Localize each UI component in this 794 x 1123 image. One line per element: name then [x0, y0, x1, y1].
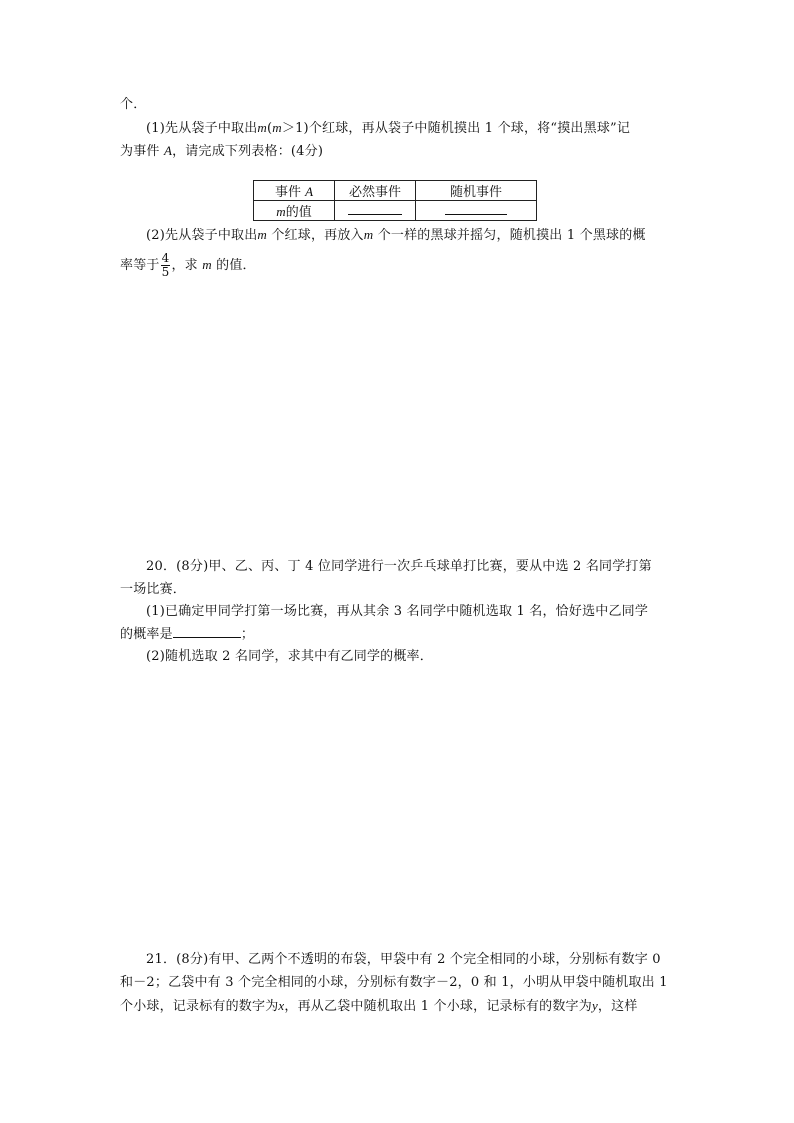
q20-line-5 [146, 648, 433, 666]
event-table-value-row [254, 201, 537, 221]
var-A: A [163, 143, 173, 158]
answer-blank[interactable] [348, 202, 402, 215]
header-text: 事件 [274, 185, 301, 200]
fraction-numerator: 4 [161, 251, 170, 265]
event-table-row-label [254, 201, 335, 221]
q21-text: 和－2；乙袋中有 3 个完全相同的小球，分别标有数字－2，0 和 1，小明从甲袋中随机取出 1 [120, 975, 668, 990]
event-table [253, 180, 537, 221]
q19-part2-text: 个红球，再放入 [271, 228, 364, 243]
q19-part1-text: (1)先从袋子中取出 [146, 121, 258, 136]
var-m: m [276, 204, 286, 219]
q20-text: (1)已确定甲同学打第一场比赛，再从其余 3 名同学中随机选取 1 名，恰好选中乙同学 [146, 604, 649, 619]
var-m: m [257, 227, 268, 242]
q20-text: 20．(8分)甲、乙、丙、丁 4 位同学进行一次乒乓球单打比赛，要从中选 2 名同学打第 [146, 559, 652, 574]
q19-part2-line2 [120, 250, 256, 281]
q19-part2-text: 个一样的黑球并摇匀，随机摸出 1 个黑球的概 [377, 228, 646, 243]
row-label-text: 的值 [285, 205, 312, 220]
header-text: 随机事件 [449, 185, 502, 200]
event-table-header-certain [335, 181, 416, 201]
answer-blank[interactable] [445, 202, 507, 215]
q19-part2-text: 率等于 [120, 258, 160, 273]
q19-part1-text: ，请完成下列表格：(4分) [172, 144, 324, 159]
var-y: y [591, 998, 598, 1013]
q20-text: 一场比赛． [120, 582, 187, 597]
q19-text: 个． [120, 97, 147, 112]
q21-line-3 [120, 997, 638, 1016]
header-text: 必然事件 [348, 185, 401, 200]
q20-line-4 [120, 625, 254, 644]
var-A: A [305, 184, 314, 199]
q19-part1-text: 为事件 [120, 144, 160, 159]
fraction-denominator: 5 [161, 265, 170, 279]
q21-text: 21．(8分)有甲、乙两个不透明的布袋，甲袋中有 2 个完全相同的小球，分别标有数字 0 [146, 952, 661, 967]
var-x: x [278, 998, 285, 1013]
q20-line-2 [120, 581, 186, 599]
q19-part1-text: ( [267, 121, 273, 136]
q19-part1-text: ＞1)个红球，再从袋子中随机摸出 1 个球，将“摸出黑球”记 [281, 121, 631, 136]
q20-text: 的概率是 [120, 627, 173, 642]
var-m: m [272, 120, 282, 135]
fraction-four-fifths [161, 252, 171, 279]
q20-line-3 [146, 603, 648, 621]
q20-text: ； [240, 627, 255, 642]
q21-text: ，再从乙袋中随机取出 1 个小球，记录标有的数字为 [284, 999, 592, 1014]
q21-text: ，这样 [597, 999, 638, 1014]
certain-event-answer-blank[interactable] [335, 201, 416, 221]
q19-line-0 [120, 96, 146, 114]
q21-line-2 [120, 974, 668, 992]
q19-part2-text: (2)先从袋子中取出 [146, 228, 258, 243]
q19-part1-line1 [146, 119, 630, 138]
var-m: m [257, 120, 268, 135]
event-table-header-random [416, 181, 537, 201]
q19-part2-text: 的值． [216, 258, 256, 273]
q20-answer-blank[interactable] [173, 625, 241, 638]
var-m: m [202, 257, 212, 272]
q19-part1-line2 [120, 142, 323, 161]
q21-line-1 [146, 951, 661, 969]
q19-part2-line1 [146, 226, 646, 245]
event-table-header-row [254, 181, 537, 201]
random-event-answer-blank[interactable] [416, 201, 537, 221]
q20-line-1 [146, 558, 652, 576]
q20-text: (2)随机选取 2 名同学，求其中有乙同学的概率． [146, 649, 433, 664]
q21-text: 个小球，记录标有的数字为 [120, 999, 279, 1014]
event-table-header-event [254, 181, 335, 201]
q19-part2-text: ，求 [171, 258, 198, 273]
var-m: m [363, 227, 374, 242]
